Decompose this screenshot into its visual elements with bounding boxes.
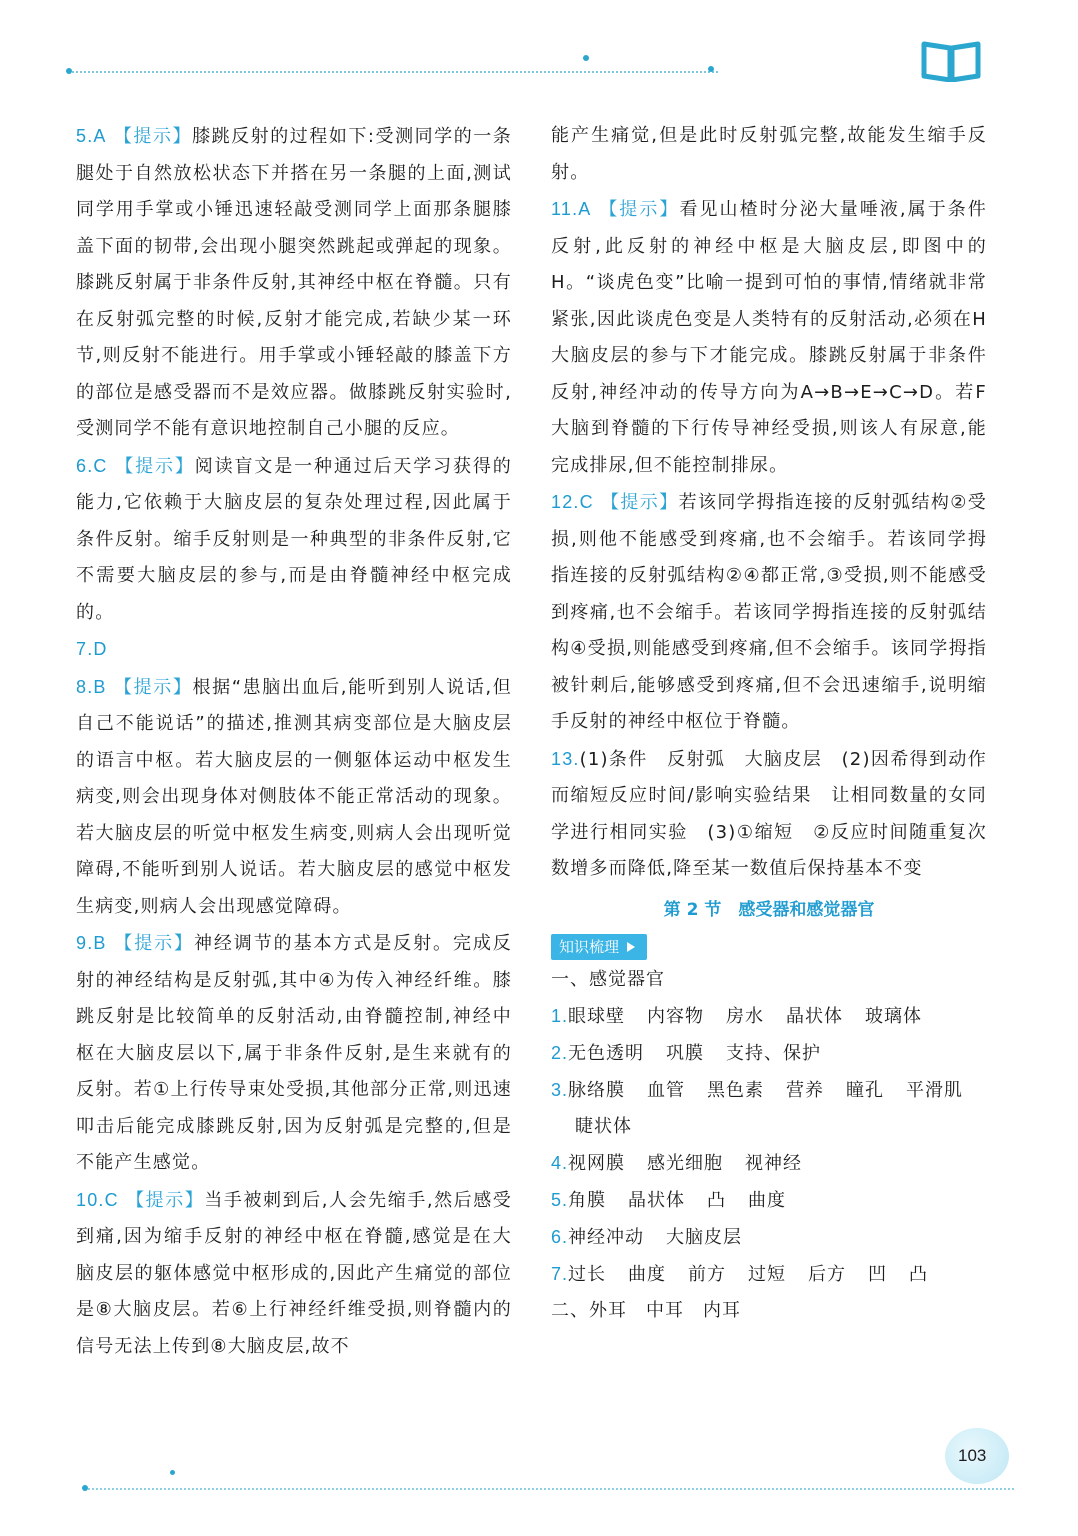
answer-number: 11.A (551, 199, 592, 219)
knowledge-term: 睫状体 (575, 1115, 632, 1137)
knowledge-term: 过长 (568, 1263, 607, 1285)
knowledge-term: 晶状体 (786, 1005, 844, 1027)
answer-text: 若该同学拇指连接的反射弧结构②受损,则他不能感受到疼痛,也不会缩手。若该同学拇指连接的反射弧结构②④都正常,③受损,则不能感受到疼痛,也不会缩手。若该同学拇指连接的反射弧结构④受损,则能感受到疼痛,但不会缩手。该同学拇指被针刺后,能够感受到疼痛,但不会迅速缩手,说明缩手反射的神经中枢位于脊髓。 (551, 492, 987, 732)
knowledge-term: 曲度 (748, 1189, 787, 1211)
answer-number: 6.C (76, 455, 108, 476)
answer-number: 7.D (76, 639, 108, 659)
knowledge-term: 前方 (688, 1263, 727, 1285)
knowledge-item (551, 1145, 987, 1182)
knowledge-term: 视神经 (745, 1152, 803, 1174)
knowledge-number: 6. (551, 1226, 569, 1247)
knowledge-number: 3. (551, 1079, 569, 1100)
knowledge-term: 内容物 (647, 1005, 705, 1027)
answer-number: 8.B (76, 676, 107, 697)
tip-label: 【提示】 (113, 676, 193, 698)
knowledge-item (551, 998, 987, 1035)
tip-label: 【提示】 (114, 933, 194, 954)
tip-label: 【提示】 (600, 492, 679, 513)
answer-number: 10.C (76, 1189, 119, 1210)
knowledge-term: 脉络膜 (568, 1079, 626, 1101)
knowledge-term: 曲度 (628, 1263, 667, 1285)
answer-item (76, 669, 512, 926)
answer-text: 看见山楂时分泌大量唾液,属于条件反射,此反射的神经中枢是大脑皮层,即图中的H。“谈虎色变”比喻一提到可怕的事情,情绪就非常紧张,因此谈虎色变是人类特有的反射活动,必须在H大脑皮层的参与下才能完成。膝跳反射属于非条件反射,神经冲动的传导方向为A→B→E→C→D。若F大脑到脊髓的下行传导神经受损,则该人有尿意,能完成排尿,但不能控制排尿。 (551, 199, 987, 476)
page-number: 103 (958, 1446, 987, 1465)
play-triangle-icon (627, 942, 635, 952)
knowledge-term: 支持、保护 (726, 1042, 822, 1064)
header-dot (583, 55, 589, 61)
answer-item (76, 1182, 512, 1366)
knowledge-term: 视网膜 (568, 1152, 626, 1174)
knowledge-term: 凸 (909, 1263, 929, 1285)
answer-number: 13. (551, 748, 580, 769)
header-dot (66, 68, 72, 74)
knowledge-number: 1. (551, 1005, 569, 1026)
part1-heading: 一、感觉器官 (551, 968, 665, 990)
knowledge-review-badge (551, 934, 647, 960)
badge-label: 知识梳理 (559, 937, 620, 956)
answer-text: 当手被刺到后,人会先缩手,然后感受到痛,因为缩手反射的神经中枢在脊髓,感觉是在大脑皮层的躯体感觉中枢形成的,因此产生痛觉的部位是⑧大脑皮层。若⑥上行神经纤维受损,则脊髓内的信号无法上传到⑧大脑皮层,故不 (76, 1189, 513, 1357)
knowledge-term: 神经冲动 (568, 1226, 645, 1248)
knowledge-term: 营养 (786, 1079, 825, 1101)
right-column (551, 118, 987, 1329)
knowledge-number: 2. (551, 1042, 569, 1063)
knowledge-number: 4. (551, 1152, 569, 1173)
footer-dot (170, 1470, 175, 1475)
tip-label: 【提示】 (126, 1189, 205, 1211)
knowledge-term: 无色透明 (568, 1042, 645, 1064)
knowledge-item (551, 1219, 987, 1256)
knowledge-term: 血管 (647, 1079, 686, 1101)
header-dotted-line (68, 71, 718, 73)
knowledge-item-continuation (551, 1109, 987, 1145)
tip-label: 【提示】 (113, 126, 193, 147)
section-title: 第 2 节 感受器和感觉器官 (663, 899, 875, 920)
tip-label: 【提示】 (115, 455, 195, 477)
knowledge-term: 凹 (868, 1263, 888, 1285)
answer-item (551, 191, 987, 484)
answer-text: 阅读盲文是一种通过后天学习获得的能力,它依赖于大脑皮层的复杂处理过程,因此属于条件反射。缩手反射则是一种典型的非条件反射,它不需要大脑皮层的参与,而是由脊髓神经中枢完成的。 (76, 455, 512, 623)
answer-item (551, 484, 987, 741)
answer-item (76, 631, 512, 669)
knowledge-term: 平滑肌 (906, 1079, 964, 1101)
knowledge-term: 过短 (748, 1263, 787, 1285)
header-dot (708, 66, 714, 72)
answer-text: (1)条件 反射弧 大脑皮层 (2)因希得到动作而缩短反应时间/影响实验结果 让相同数量的女同学进行相同实验 (3)①缩短 ②反应时间随重复次数增多而降低,降至某一数值后保持基本不变 (551, 748, 987, 879)
knowledge-term: 后方 (808, 1263, 847, 1285)
answer-item (76, 118, 512, 448)
answer-item (76, 925, 512, 1182)
knowledge-list (551, 998, 987, 1293)
answer-text: 能产生痛觉,但是此时反射弧完整,故能发生缩手反射。 (551, 125, 987, 183)
knowledge-item (551, 1256, 987, 1293)
knowledge-term: 玻璃体 (865, 1005, 923, 1027)
knowledge-number: 7. (551, 1263, 569, 1284)
knowledge-term: 晶状体 (628, 1189, 686, 1211)
open-book-icon (920, 36, 982, 82)
footer-dotted-line (84, 1488, 1014, 1490)
knowledge-term: 眼球壁 (568, 1005, 626, 1027)
answer-number: 9.B (76, 933, 107, 953)
knowledge-term: 凸 (707, 1189, 727, 1211)
answer-item (551, 741, 987, 888)
knowledge-term: 角膜 (568, 1189, 607, 1211)
left-column (76, 118, 512, 1365)
knowledge-item (551, 1035, 987, 1072)
answer-text: 神经调节的基本方式是反射。完成反射的神经结构是反射弧,其中④为传入神经纤维。膝跳反射是比较简单的反射活动,由脊髓控制,神经中枢在大脑皮层以下,属于非条件反射,是生来就有的反射。若①上行传导束处受损,其他部分正常,则迅速叩击后能完成膝跳反射,因为反射弧是完整的,但是不能产生感觉。 (76, 933, 512, 1173)
knowledge-item (551, 1072, 987, 1109)
part2-line: 二、外耳 中耳 内耳 (551, 1299, 741, 1321)
answer-item (76, 448, 512, 632)
knowledge-number: 5. (551, 1189, 569, 1210)
answer-text: 膝跳反射的过程如下:受测同学的一条腿处于自然放松状态下并搭在另一条腿的上面,测试同学用手掌或小锤迅速轻敲受测同学上面那条腿膝盖下面的韧带,会出现小腿突然跳起或弹起的现象。膝跳反射属于非条件反射,其神经中枢在脊髓。只有在反射弧完整的时候,反射才能完成,若缺少某一环节,则反射不能进行。用手掌或小锤轻敲的膝盖下方的部位是感受器而不是效应器。做膝跳反射实验时,受测同学不能有意识地控制自己小腿的反应。 (76, 126, 512, 439)
answer-number: 12.C (551, 492, 594, 512)
footer-dot (82, 1485, 88, 1491)
knowledge-term: 房水 (726, 1005, 765, 1027)
knowledge-item (551, 1182, 987, 1219)
answer-text: 根据“患脑出血后,能听到别人说话,但自己不能说话”的描述,推测其病变部位是大脑皮层的语言中枢。若大脑皮层的一侧躯体运动中枢发生病变,则会出现身体对侧肢体不能正常活动的现象。若大脑皮层的听觉中枢发生病变,则病人会出现听觉障碍,不能听到别人说话。若大脑皮层的感觉中枢发生病变,则病人会出现感觉障碍。 (76, 676, 512, 917)
answer-item (551, 118, 987, 191)
knowledge-term: 感光细胞 (647, 1152, 724, 1174)
right-answers (551, 118, 987, 888)
knowledge-term: 大脑皮层 (666, 1226, 743, 1248)
answer-number: 5.A (76, 126, 107, 146)
knowledge-term: 黑色素 (707, 1079, 765, 1101)
knowledge-term: 巩膜 (666, 1042, 705, 1064)
knowledge-term: 瞳孔 (846, 1079, 885, 1101)
tip-label: 【提示】 (599, 199, 680, 220)
